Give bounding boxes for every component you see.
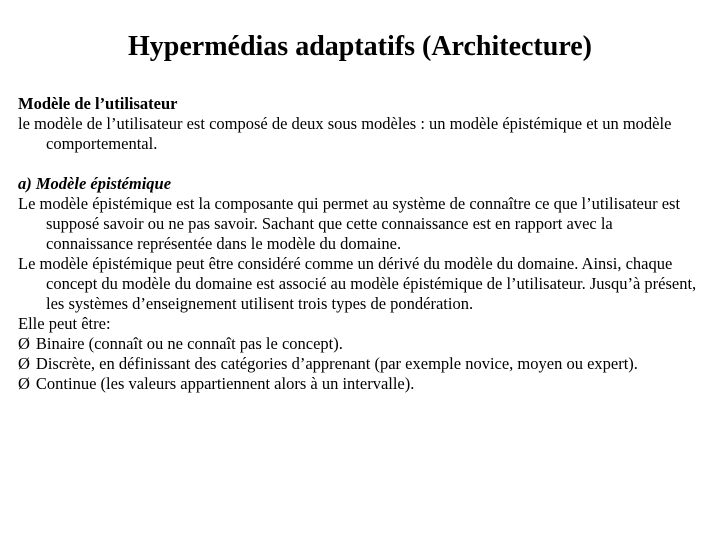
epistemic-paragraph-2: Le modèle épistémique peut être considéré comme un dérivé du modèle du domaine. Ainsi, chaque concept du modèle du domaine est associé au modèle épistémique de l’utilisateur. Jusqu’à présent, les systèmes d’enseignement utilisent trois types de pondération. (18, 254, 697, 313)
bullet-arrow-icon: Ø (18, 354, 30, 373)
slide-body (18, 94, 698, 394)
user-model-description: le modèle de l’utilisateur est composé de deux sous modèles : un modèle épistémique et un modèle comportemental. (18, 114, 672, 153)
bullet-item-discrete (18, 354, 698, 374)
bullet-text: Binaire (connaît ou ne connaît pas le concept). (35, 334, 343, 353)
epistemic-paragraph-1: Le modèle épistémique est la composante qui permet au système de connaître ce que l’utilisateur est supposé savoir ou ne pas savoir. Sachant que cette connaissance est en rapport avec la connaissance représentée dans le modèle du domaine. (18, 194, 681, 253)
bullet-item-binary (18, 334, 698, 354)
epistemic-paragraph-3: Elle peut être: (18, 314, 111, 333)
bullet-text: Discrète, en définissant des catégories d’apprenant (par exemple novice, moyen ou expert). (35, 354, 638, 373)
bullet-arrow-icon: Ø (18, 334, 30, 353)
section-heading-user-model: Modèle de l’utilisateur (18, 94, 178, 113)
bullet-arrow-icon: Ø (18, 374, 30, 393)
spacer (18, 154, 698, 174)
slide-title: Hypermédias adaptatifs (Architecture) (128, 31, 592, 62)
bullet-item-continuous (18, 374, 698, 394)
bullet-text: Continue (les valeurs appartiennent alors à un intervalle). (35, 374, 415, 393)
section-heading-epistemic-model: a) Modèle épistémique (18, 174, 172, 193)
